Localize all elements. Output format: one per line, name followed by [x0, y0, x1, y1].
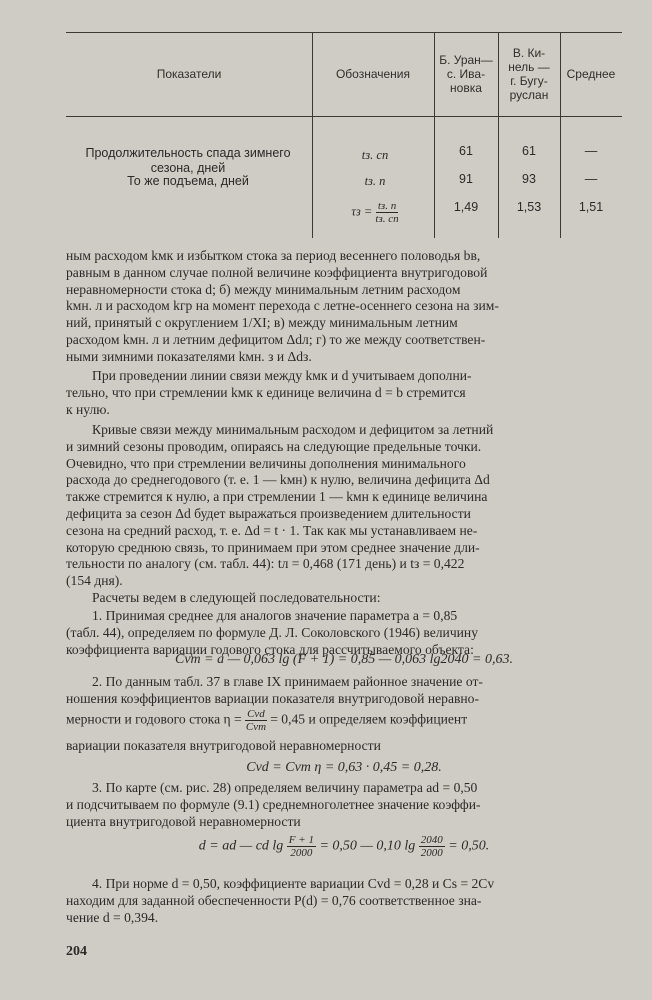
paragraph: При проведении линии связи между kмк и d учитываем дополни- тельно, что при стремлении kмк к единице величина d = b стремится к нулю.: [66, 368, 472, 417]
step-2: 2. По данным табл. 37 в главе IX принимаем районное значение от- ношения коэффициентов вариации показателя внутригодовой неравно-: [66, 674, 483, 706]
paragraph: Кривые связи между минимальным расходом и дефицитом за летний и зимний сезоны проводим, опираясь на следующие предельные точки. Очевидно, что при стремлении величины дополнения минимального расхода до среднегодового (т. е. 1 — kмн) к нулю, величина дефицита Δd также стремится к нулю, а при стремлении 1 — kмн к единице величина дефицита за сезон Δd будет выражаться произведением длительности сезона на средний расход, т. е. Δd = t · 1. Так как мы устанавливаем не- которую среднюю связь, то принимаем при этом среднее значение дли- тельности по аналогу (см. табл. 44): tл = 0,468 (171 день) и tз = 0,422 (154 дня).: [66, 422, 494, 589]
header-designation: Обозначения: [335, 67, 411, 81]
table-cell: 1,51: [578, 200, 604, 214]
formula-3: d = ad — cd lg $\frac{F + 1}{2000}$ = 0,50 — 0,10 lg $\frac{2040}{2000}$ = 0,50.: [198, 834, 490, 859]
header-average: Среднее: [566, 67, 616, 81]
table-cell: —: [584, 144, 598, 158]
header-indicator: Показатели: [156, 67, 222, 81]
table-cell: 1,53: [516, 200, 542, 214]
table-cell: 61: [522, 144, 536, 158]
header-col1: Б. Уран— с. Ива- новка: [439, 53, 493, 95]
table-row-label: То же подъема, дней: [127, 174, 249, 188]
step-2-tail: вариации показателя внутригодовой неравномерности: [66, 738, 381, 753]
table-cell: 61: [459, 144, 473, 158]
table-cell: 93: [522, 172, 536, 186]
paragraph-continuation: ным расходом kмк и избытком стока за период весеннего половодья bв, равным в данном случае полной величине коэффициента внутригодовой неравномерности стока d; б) между минимальным летним расходом kмн. л и расходом kгр на момент перехода с летне-осеннего сезона на зим- ний, принятый с округлением 1/XI; в) между минимальным летним расходом kмн. л и летним дефицитом Δdл; г) то же между соответствен- ными зимними показателями kмн. з и Δdз.: [66, 248, 499, 364]
table-row-symbol: tз. сп: [361, 148, 389, 162]
table-header-rule: [66, 116, 622, 117]
table-cell: —: [584, 172, 598, 186]
table-cell: 91: [459, 172, 473, 186]
paragraph: Расчеты ведем в следующей последовательности:: [92, 590, 381, 605]
step-4: 4. При норме d = 0,50, коэффициенте вариации Cvd = 0,28 и Cs = 2Cv находим для заданной обеспеченности P(d) = 0,76 соответственное зна- чение d = 0,394.: [66, 876, 495, 925]
formula-2: Cvd = Cvm η = 0,63 · 0,45 = 0,28.: [246, 760, 442, 775]
step-1: 1. Принимая среднее для аналогов значение параметра a = 0,85 (табл. 44), определяем по формуле Д. Л. Соколовского (1946) величину коэффициента вариации годового стока для рассчитываемого объекта:: [66, 608, 478, 657]
table-row-formula: τз = $\frac{tз. п}{tз. сп}$: [351, 200, 399, 225]
header-col2: В. Ки- нель — г. Бугу- руслан: [508, 46, 550, 102]
formula-1: Cvm = a — 0,063 lg (F + 1) = 0,85 — 0,063 lg2040 = 0,63.: [174, 652, 513, 667]
table-row-symbol: tз. п: [364, 174, 386, 188]
step-3: 3. По карте (см. рис. 28) определяем величину параметра ad = 0,50 и подсчитываем по формуле (9.1) среднемноголетнее значение коэффи- циента внутригодовой неравномерности: [66, 780, 481, 829]
table-cell: 1,49: [453, 200, 479, 214]
table-row-label: Продолжительность спада зимнего сезона, дней: [85, 146, 291, 175]
page-number: 204: [66, 944, 87, 959]
step-2-equation-line: мерности и годового стока η = $\frac{\text{Cvd}}{\text{Cvm}}$ = 0,45 и определяем коэффициент: [66, 708, 468, 733]
